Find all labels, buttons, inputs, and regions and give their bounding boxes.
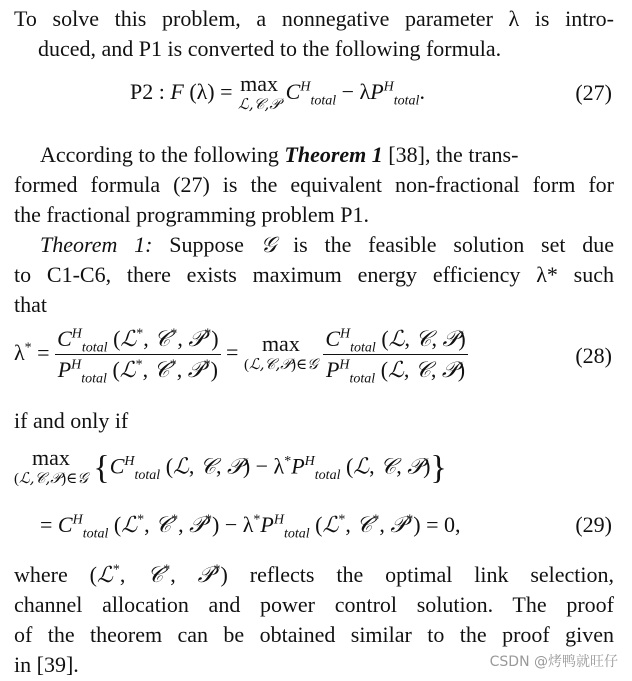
equation-29-line1: max (ℒ,𝒞,𝒫)∈𝒢 {$C^H_{total}$ (ℒ, 𝒞, 𝒫) − $\lambda^*P^H_{total}$ (ℒ, 𝒞, 𝒫)}: [14, 445, 447, 487]
paragraph-line: formed formula (27) is the equivalent non-fractional form for: [14, 172, 614, 197]
theorem-line: to C1-C6, there exists maximum energy efficiency λ* such: [14, 262, 614, 287]
paragraph-line: the fractional programming problem P1.: [14, 202, 369, 227]
equation-27: P2 : F (λ) = max ℒ,𝒞,𝒫 $C^H_{total} - \lambda P^H_{total}$.: [130, 71, 425, 113]
paragraph-line: in [39].: [14, 652, 79, 677]
equation-28: λ* = $\frac{C^H_{total} (ℒ^*, 𝒞^*, 𝒫^*)}{P^H_{total} (ℒ^*, 𝒞^*, 𝒫^*)}$ = max (ℒ,𝒞,𝒫)∈𝒢 $\frac{C^H_{total} (ℒ, 𝒞, 𝒫)}{P^H_{total} (ℒ, 𝒞, 𝒫)}$: [14, 326, 466, 387]
paragraph-line: if and only if: [14, 408, 129, 433]
paragraph-line: To solve this problem, a nonnegative parameter λ is intro-: [14, 6, 614, 31]
watermark: CSDN @烤鸭就旺仔: [489, 654, 618, 670]
equation-number: (28): [575, 343, 612, 368]
theorem-line: Theorem 1: Suppose 𝒢 is the feasible solution set due: [40, 232, 615, 258]
paragraph-line: channel allocation and power control solution. The proof: [14, 592, 614, 617]
paragraph-line: where (ℒ*, 𝒞*, 𝒫*) reflects the optimal link selection,: [14, 562, 615, 588]
theorem-line: that: [14, 292, 47, 317]
equation-number: (27): [575, 80, 612, 105]
equation-29-line2: = $C^H_{total}$ (ℒ*, 𝒞*, 𝒫*) − $\lambda^*P^H_{total}$ (ℒ*, 𝒞*, 𝒫*) = 0,: [40, 512, 461, 542]
paragraph-line: duced, and P1 is converted to the following formula.: [38, 36, 502, 61]
paragraph-line: of the theorem can be obtained similar to the proof given: [14, 622, 614, 647]
paragraph-line: According to the following Theorem 1 [38], the trans-: [40, 142, 519, 167]
equation-number: (29): [575, 512, 612, 537]
